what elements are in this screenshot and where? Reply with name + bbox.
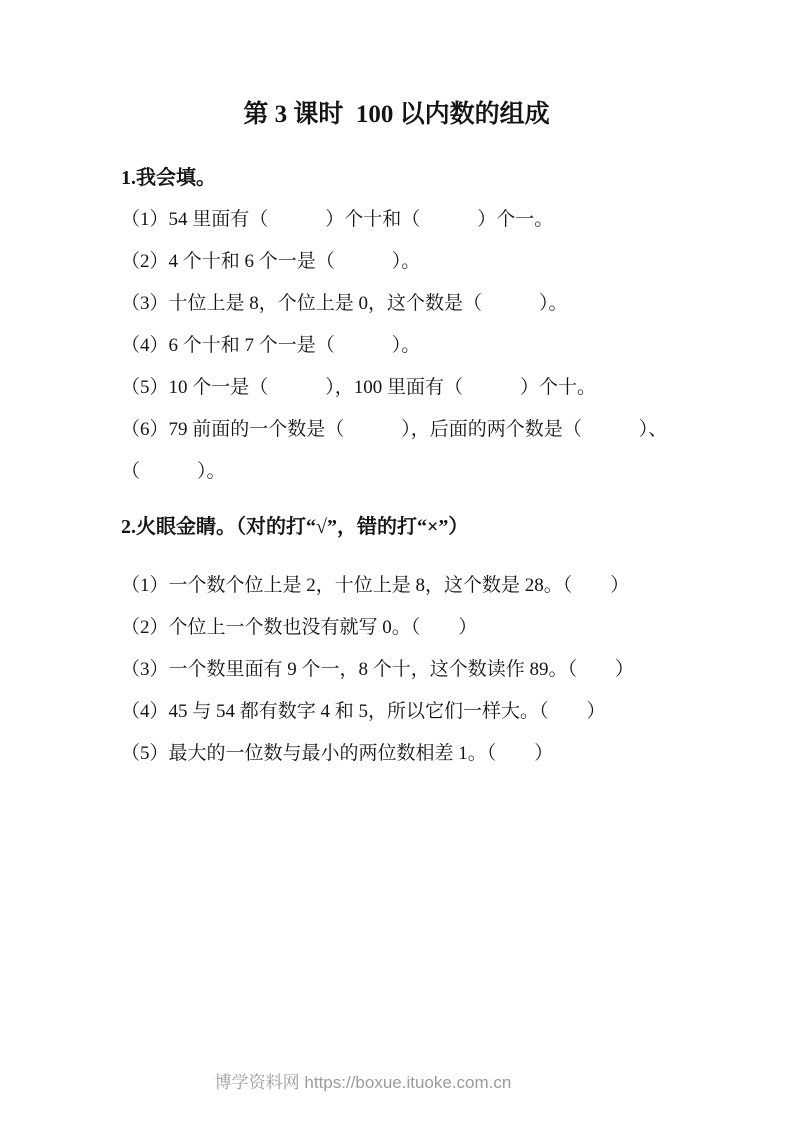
question-2-4: （4）45 与 54 都有数字 4 和 5，所以它们一样大。（ ） <box>121 701 606 722</box>
question-1-2: （2）4 个十和 6 个一是（ ）。 <box>121 251 421 272</box>
question-2-2: （2）个位上一个数也没有就写 0。（ ） <box>121 617 478 638</box>
question-1-6-continuation: （ ）。 <box>121 461 226 482</box>
section-2-heading: 2.火眼金睛。（对的打“√”，错的打“×”） <box>121 516 469 538</box>
question-1-1: （1）54 里面有（ ）个十和（ ）个一。 <box>121 209 554 230</box>
section-true-false <box>121 506 773 775</box>
section-1-heading: 1.我会填。 <box>121 167 216 189</box>
question-2-1: （1）一个数个位上是 2，十位上是 8，这个数是 28。（ ） <box>121 575 630 596</box>
question-1-5: （5）10 个一是（ ），100 里面有（ ）个十。 <box>121 377 597 398</box>
question-1-6: （6）79 前面的一个数是（ ），后面的两个数是（ ）、 <box>121 419 668 440</box>
question-1-4: （4）6 个十和 7 个一是（ ）。 <box>121 335 421 356</box>
footer-watermark: 博学资料网 https://boxue.ituoke.com.cn <box>214 1073 512 1092</box>
page-title: 第 3 课时 100 以内数的组成 <box>243 101 550 128</box>
question-2-3: （3）一个数里面有 9 个一，8 个十，这个数读作 89。（ ） <box>121 659 635 680</box>
question-2-5: （5）最大的一位数与最小的两位数相差 1。（ ） <box>121 743 554 764</box>
question-1-3: （3）十位上是 8，个位上是 0，这个数是（ ）。 <box>121 293 568 314</box>
worksheet-content <box>121 157 773 775</box>
section-fill-in <box>121 157 773 493</box>
